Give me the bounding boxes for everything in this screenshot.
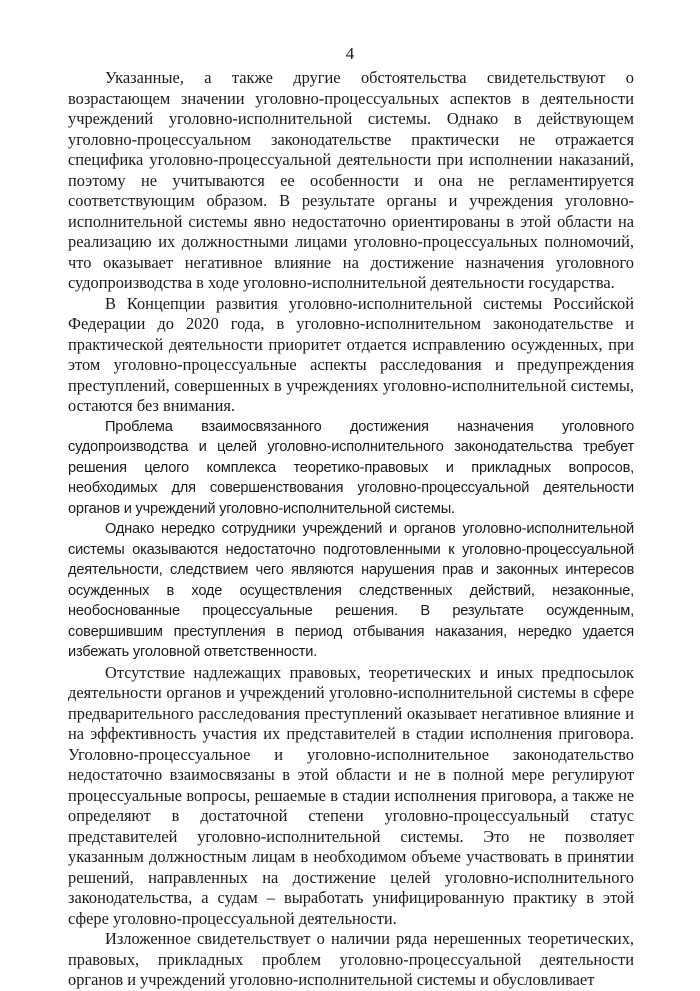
paragraph-1: Указанные, а также другие обстоятельства свидетельствуют о возрастающем значении уголовно-процессуальных аспектов в деятельности учреждений уголовно-исполнительной системы. Однако в действующем уголовно-процессуальном законодательстве практически не отражается специфика уголовно-процессуальной деятельности при исполнении наказаний, поэтому не учитываются ее особенности и она не регламентируется соответствующим образом. В результате органы и учреждения уголовно-исполнительной системы явно недостаточно ориентированы в этой области на реализацию их должностными лицами уголовно-процессуальных полномочий, что оказывает негативное влияние на достижение назначения уголовного судопроизводства в ходе уголовно-исполнительной деятельности государства. — [68, 68, 634, 292]
paragraph-6: Изложенное свидетельствует о наличии ряда нерешенных теоретических, правовых, прикладных проблем уголовно-процессуальной деятельности органов и учреждений уголовно-исполнительной системы и обусловливает — [68, 929, 634, 989]
paragraph-3: Проблема взаимосвязанного достижения назначения уголовного судопроизводства и целей уголовно-исполнительного законодательства требует решения целого комплекса теоретико-правовых и прикладных вопросов, необходимых для совершенствования уголовно-процессуальной деятельности органов и учреждений уголовно-исполнительной системы. — [68, 418, 634, 517]
paragraph-5: Отсутствие надлежащих правовых, теоретических и иных предпосылок деятельности органов и учреждений уголовно-исполнительной системы в сфере предварительного расследования преступлений оказывает негативное влияние и на эффективность участия их представителей в стадии исполнения приговора. Уголовно-процессуальное и уголовно-исполнительное законодательство недостаточно взаимосвязаны в этой области и не в полной мере регулируют процессуальные вопросы, решаемые в стадии исполнения приговора, а также не определяют в достаточной степени уголовно-процессуальный статус представителей уголовно-исполнительной системы. Это не позволяет указанным должностным лицам в необходимом объеме участвовать в принятии решений, направленных на достижение целей уголовно-исполнительного законодательства, а судам – выработать унифицированную практику в этой сфере уголовно-процессуальной деятельности. — [68, 662, 634, 928]
paragraph-2: В Концепции развития уголовно-исполнительной системы Российской Федерации до 2020 года, в уголовно-исполнительном законодательстве и практической деятельности приоритет отдается исправлению осужденных, при этом уголовно-процессуальные аспекты расследования и предупреждения преступлений, совершенных в учреждениях уголовно-исполнительной системы, остаются без внимания. — [68, 293, 634, 415]
body-text — [68, 68, 634, 991]
paragraph-4: Однако нередко сотрудники учреждений и органов уголовно-исполнительной системы оказываются недостаточно подготовленными к уголовно-процессуальной деятельности, следствием чего являются нарушения прав и законных интересов осужденных в ходе осуществления следственных действий, незаконные, необоснованные процессуальные решения. В результате осужденным, совершившим преступления в период отбывания наказания, нередко удается избежать уголовной ответственности. — [68, 521, 634, 660]
page-number: 4 — [345, 44, 355, 63]
